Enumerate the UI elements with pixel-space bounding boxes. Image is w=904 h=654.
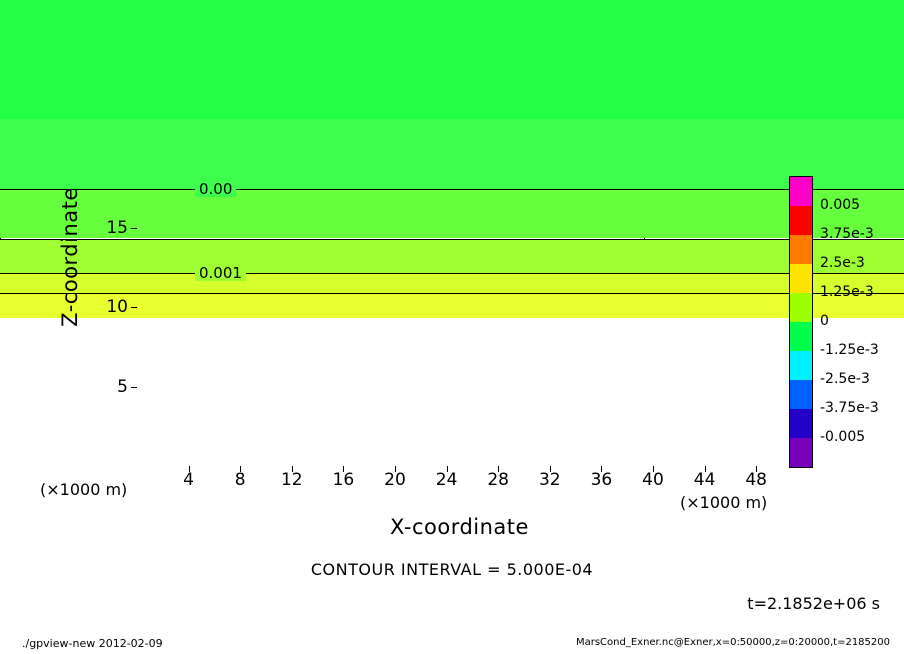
- colorbar-cell: [790, 380, 812, 409]
- x-tick-label: 8: [234, 470, 246, 490]
- contour-line: [0, 273, 645, 274]
- y-tick-mark: [131, 307, 137, 308]
- colorbar-tick-label: 1.25e-3: [820, 284, 874, 300]
- colorbar-cell: [790, 438, 812, 467]
- colorbar: [789, 176, 813, 468]
- contour-interval-caption: CONTOUR INTERVAL = 5.000E-04: [310, 560, 594, 579]
- x-tick-label: 48: [745, 470, 767, 490]
- colorbar-cell: [790, 351, 812, 380]
- timestamp-caption: t=2.1852e+06 s: [747, 594, 880, 613]
- x-tick-label: 36: [590, 470, 613, 490]
- plot-area: [0, 0, 645, 318]
- contour-line: [0, 189, 645, 190]
- contour-label: 0.00: [195, 181, 236, 197]
- colorbar-cell: [790, 322, 812, 351]
- colorbar-tick-label: 0.005: [820, 197, 861, 213]
- colorbar-tick-label: -1.25e-3: [820, 342, 879, 358]
- colorbar-cell: [790, 293, 812, 322]
- y-tick-mark: [131, 387, 137, 388]
- x-tick-label: 32: [538, 470, 561, 490]
- contour-band: [0, 0, 645, 119]
- y-tick-label: 10: [106, 297, 128, 317]
- y-tick-label: 5: [117, 376, 128, 397]
- y-axis-title: Z-coordinate: [58, 187, 82, 327]
- footer-right: MarsCond_Exner.nc@Exner,x=0:50000,z=0:20000,t=2185200: [575, 637, 890, 648]
- contour-label: 0.001: [195, 265, 246, 281]
- colorbar-tick-label: 3.75e-3: [820, 226, 874, 242]
- footer-left: ./gpview-new 2012-02-09: [22, 637, 163, 650]
- x-tick-label: 12: [280, 470, 303, 490]
- x-tick-label: 40: [642, 470, 664, 490]
- colorbar-tick-label: -0.005: [820, 429, 866, 445]
- colorbar-cell: [790, 409, 812, 438]
- x-tick-label: 24: [435, 470, 458, 490]
- x-axis-unit-right: (×1000 m): [680, 493, 768, 512]
- x-tick-label: 16: [332, 470, 355, 490]
- contour-band: [0, 273, 645, 293]
- colorbar-cell: [790, 235, 812, 264]
- colorbar-cell: [790, 264, 812, 293]
- x-axis-unit-left: (×1000 m): [40, 480, 128, 499]
- contour-band: [0, 119, 645, 189]
- contour-band: [0, 239, 645, 274]
- colorbar-cell: [790, 206, 812, 235]
- contour-line: [0, 239, 645, 240]
- x-tick-label: 20: [384, 470, 406, 490]
- colorbar-tick-label: 2.5e-3: [820, 255, 865, 271]
- colorbar-tick-label: -2.5e-3: [820, 371, 870, 387]
- x-tick-label: 28: [487, 470, 509, 490]
- contour-line: [0, 293, 645, 294]
- colorbar-tick-label: -3.75e-3: [820, 400, 879, 416]
- y-tick-mark: [131, 228, 137, 229]
- y-tick-label: 15: [106, 217, 128, 238]
- x-axis-title: X-coordinate: [390, 515, 529, 539]
- colorbar-cell: [790, 177, 812, 206]
- x-tick-label: 4: [183, 470, 194, 490]
- x-tick-label: 44: [693, 470, 716, 490]
- colorbar-tick-label: 0: [820, 313, 829, 329]
